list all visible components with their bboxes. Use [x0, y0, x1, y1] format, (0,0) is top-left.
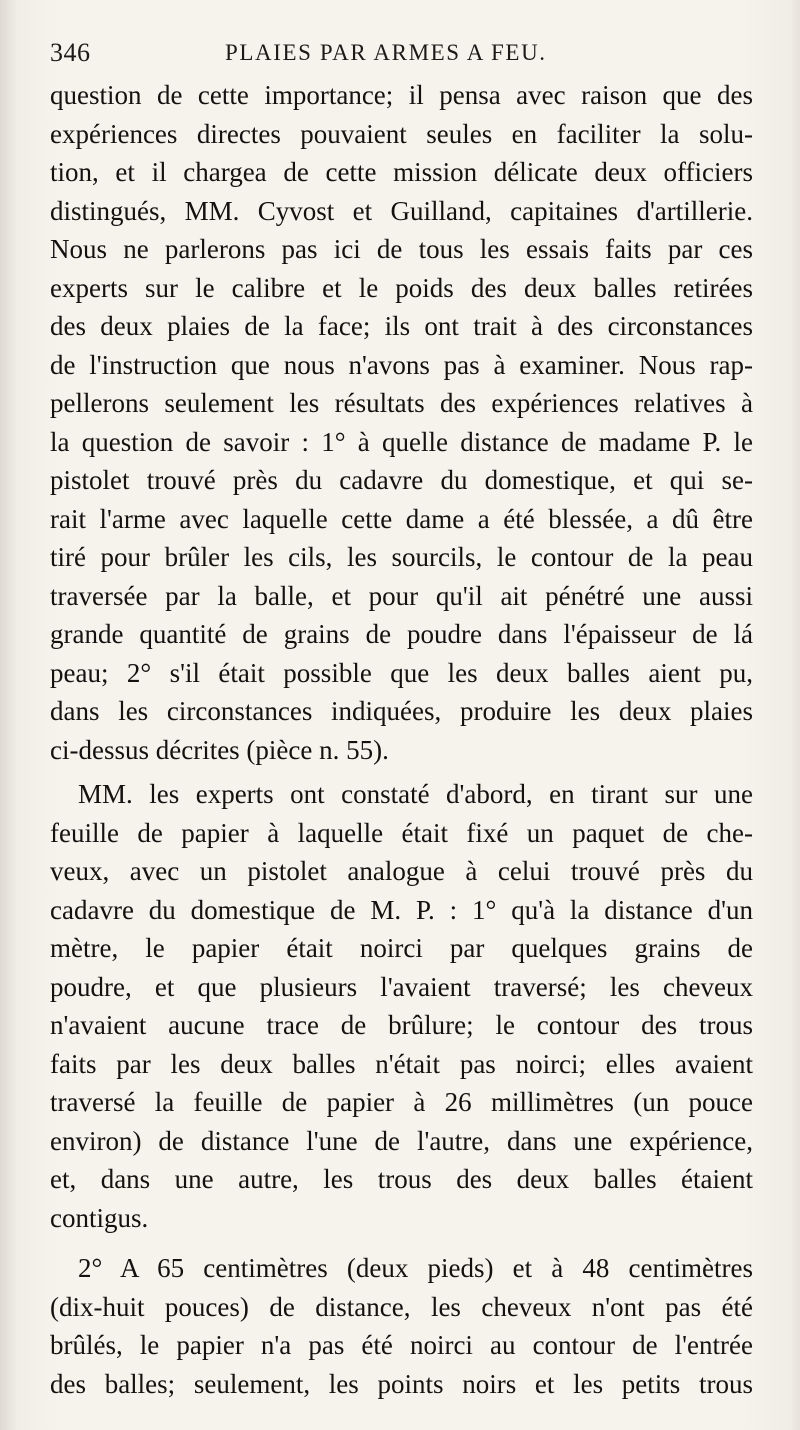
text-line: faits par les deux balles n'était pas noirci; elles avaient [50, 1048, 753, 1079]
text-line: peau; 2° s'il était possible que les deux balles aient pu, [50, 657, 753, 688]
text-line: ci-dessus décrites (pièce n. 55). [50, 734, 389, 765]
text-line: rait l'arme avec laquelle cette dame a été blessée, a dû être [50, 503, 753, 534]
text-line: grande quantité de grains de poudre dans l'épaisseur de lá [50, 619, 753, 649]
text-line: des balles; seulement, les points noirs et les petits trous [50, 1368, 753, 1399]
text-line: veux, avec un pistolet analogue à celui trouvé près du [50, 856, 753, 886]
paragraph-3 [50, 1249, 753, 1403]
text-line: tiré pour brûler les cils, les sourcils, le contour de la peau [50, 542, 753, 572]
text-line: de l'instruction que nous n'avons pas à examiner. Nous rap- [50, 349, 753, 380]
text-line: 2° A 65 centimètres (deux pieds) et à 48 centimètres [78, 1253, 753, 1283]
text-line: traversé la feuille de papier à 26 millimètres (un pouce [50, 1087, 753, 1117]
text-line: cadavre du domestique de M. P. : 1° qu'à la distance d'un [50, 894, 753, 925]
text-line: n'avaient aucune trace de brûlure; le contour des trous [50, 1010, 753, 1040]
running-head: PLAIES PAR ARMES A FEU. [225, 40, 547, 65]
text-line: question de cette importance; il pensa avec raison que des [50, 80, 753, 110]
page-number: 346 [50, 38, 91, 67]
text-line: Nous ne parlerons pas ici de tous les essais faits par ces [50, 234, 753, 264]
paragraph-gap [50, 1237, 753, 1249]
text-line: feuille de papier à laquelle était fixé un paquet de che- [50, 817, 753, 848]
body-text [50, 76, 753, 1403]
paragraph-1 [50, 76, 753, 769]
text-line: pellerons seulement les résultats des expériences relatives à [50, 388, 753, 418]
text-line: expériences directes pouvaient seules en faciliter la solu- [50, 118, 753, 149]
text-line: experts sur le calibre et le poids des deux balles retirées [50, 272, 753, 303]
text-line: traversée par la balle, et pour qu'il ait pénétré une aussi [50, 580, 753, 611]
text-line: des deux plaies de la face; ils ont trait à des circonstances [50, 311, 753, 341]
text-line: pistolet trouvé près du cadavre du domestique, et qui se- [50, 465, 753, 495]
text-line: poudre, et que plusieurs l'avaient traversé; les cheveux [50, 971, 753, 1002]
text-line: (dix-huit pouces) de distance, les cheveux n'ont pas été [50, 1291, 753, 1322]
text-line: distingués, MM. Cyvost et Guilland, capitaines d'artillerie. [50, 195, 753, 226]
text-line: contigus. [50, 1202, 149, 1233]
text-line: la question de savoir : 1° à quelle distance de madame P. le [50, 426, 753, 457]
page-header [50, 38, 750, 78]
text-line: environ) de distance l'une de l'autre, dans une expérience, [50, 1125, 753, 1156]
text-line: dans les circonstances indiquées, produire les deux plaies [50, 696, 753, 726]
text-line: MM. les experts ont constaté d'abord, en tirant sur une [78, 779, 753, 809]
text-line: tion, et il chargea de cette mission délicate deux officiers [50, 157, 753, 187]
text-line: et, dans une autre, les trous des deux balles étaient [50, 1164, 753, 1194]
text-line: mètre, le papier était noirci par quelques grains de [50, 933, 753, 963]
text-line: brûlés, le papier n'a pas été noirci au contour de l'entrée [50, 1330, 753, 1360]
paragraph-2 [50, 775, 753, 1237]
